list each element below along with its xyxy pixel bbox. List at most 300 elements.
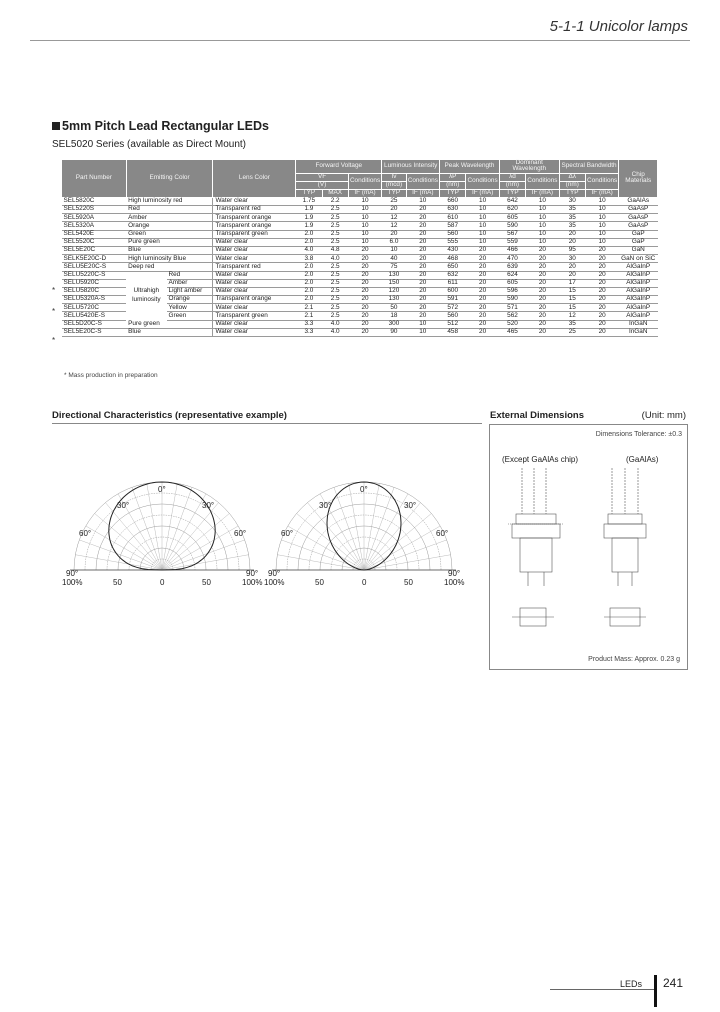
cell-iv-if: 20	[406, 296, 440, 304]
cell-dl: 20	[559, 271, 585, 279]
cell-lens-color: Water clear	[213, 197, 296, 205]
cell-part-number: SEL5420E	[62, 230, 127, 238]
th-dl-typ: TYP	[559, 189, 585, 197]
cell-lp: 650	[440, 263, 466, 271]
cell-chip: AlGaInP	[619, 279, 658, 287]
cell-dl-if: 20	[585, 320, 619, 328]
th-iv-unit: (mcd)	[382, 181, 406, 189]
th-ld-unit: (nm)	[499, 181, 525, 189]
cell-ld-if: 20	[526, 271, 560, 279]
cell-vf-if: 10	[348, 197, 382, 205]
cell-ld-if: 10	[526, 214, 560, 222]
cell-chip: AlGaInP	[619, 287, 658, 295]
cell-lp: 630	[440, 206, 466, 214]
table-row	[62, 263, 658, 271]
cell-ld-if: 10	[526, 230, 560, 238]
table-row	[62, 197, 658, 205]
cell-ld: 596	[499, 287, 525, 295]
cell-vf-max: 2.5	[322, 222, 348, 230]
cell-lp-if: 20	[466, 271, 500, 279]
cell-lens-color: Water clear	[213, 304, 296, 312]
scale-label: 50	[113, 578, 122, 587]
cell-iv-if: 20	[406, 238, 440, 246]
cell-vf-max: 2.5	[322, 279, 348, 287]
th-ld-conditions: Conditions	[526, 173, 560, 189]
polar-chart-right	[262, 470, 477, 590]
header-rule	[30, 40, 690, 41]
cell-chip: GaP	[619, 230, 658, 238]
cell-chip: AlGaInP	[619, 263, 658, 271]
cell-dl-if: 20	[585, 304, 619, 312]
cell-ld: 642	[499, 197, 525, 205]
cell-lp: 611	[440, 279, 466, 287]
th-lp-if: IF (mA)	[466, 189, 500, 197]
table-footnote: * Mass production in preparation	[64, 372, 158, 379]
cell-lp-if: 20	[466, 279, 500, 287]
cell-iv: 130	[382, 271, 406, 279]
footer-label: LEDs	[620, 979, 643, 989]
cell-vf-if: 20	[348, 320, 382, 328]
led-body-top-left	[516, 514, 556, 524]
cell-iv: 130	[382, 296, 406, 304]
cell-vf-max: 2.5	[322, 271, 348, 279]
cell-ld: 571	[499, 304, 525, 312]
cell-vf-if: 20	[348, 263, 382, 271]
cell-vf-max: 2.2	[322, 197, 348, 205]
cell-dl: 20	[559, 230, 585, 238]
cell-dl: 15	[559, 287, 585, 295]
section-title-text: 5mm Pitch Lead Rectangular LEDs	[62, 119, 270, 133]
cell-lens-color: Transparent red	[213, 206, 296, 214]
cell-iv-if: 20	[406, 279, 440, 287]
cell-dl-if: 20	[585, 255, 619, 263]
table-row	[62, 206, 658, 214]
th-spectral-bandwidth: Spectral Bandwidth	[559, 160, 619, 174]
cell-iv-if: 20	[406, 246, 440, 254]
cell-iv: 120	[382, 287, 406, 295]
cell-vf-typ: 2.0	[296, 263, 322, 271]
th-iv: Iv	[382, 173, 406, 181]
star-mark: *	[52, 336, 56, 345]
cell-part-number: SELU5220C-S	[62, 271, 127, 279]
cell-ld-if: 20	[526, 328, 560, 336]
th-dl-if: IF (mA)	[585, 189, 619, 197]
th-ld-if: IF (mA)	[526, 189, 560, 197]
dimension-tolerance: Dimensions Tolerance: ±0.3	[595, 431, 682, 438]
th-lp-typ: TYP	[440, 189, 466, 197]
cell-vf-typ: 2.1	[296, 304, 322, 312]
cell-dl: 35	[559, 206, 585, 214]
cell-lp: 468	[440, 255, 466, 263]
cell-vf-max: 4.8	[322, 246, 348, 254]
led-flange-left	[512, 524, 560, 538]
th-dl: Δλ	[559, 173, 585, 181]
spec-table-body	[62, 197, 658, 336]
cell-vf-typ: 4.0	[296, 246, 322, 254]
cell-vf-typ: 2.1	[296, 312, 322, 320]
th-chip-material: Chip Materials	[619, 160, 658, 198]
cell-dl: 95	[559, 246, 585, 254]
cell-iv: 75	[382, 263, 406, 271]
cell-ld: 639	[499, 263, 525, 271]
angle-label: 60°	[281, 529, 294, 538]
th-vf-if: IF (mA)	[348, 189, 382, 197]
angle-label: 90°	[448, 569, 461, 578]
cell-emitting-color: High luminosity red	[126, 197, 213, 205]
cell-dl: 20	[559, 238, 585, 246]
cell-vf-max: 2.5	[322, 206, 348, 214]
cell-vf-typ: 2.0	[296, 287, 322, 295]
cell-chip: GaAsP	[619, 206, 658, 214]
cell-lp-if: 20	[466, 255, 500, 263]
cell-vf-typ: 3.3	[296, 328, 322, 336]
cell-lp: 600	[440, 287, 466, 295]
scale-label: 50	[315, 578, 324, 587]
cell-iv: 6.0	[382, 238, 406, 246]
cell-emitting-color: Blue	[126, 328, 213, 336]
cell-ld-if: 20	[526, 312, 560, 320]
cell-dl: 15	[559, 304, 585, 312]
cell-vf-if: 20	[348, 279, 382, 287]
cell-iv: 12	[382, 222, 406, 230]
cell-emitting-color: Green	[126, 230, 213, 238]
cell-emitting-color: Orange	[126, 222, 213, 230]
cell-chip: GaN	[619, 246, 658, 254]
scale-label: 0	[160, 578, 165, 587]
cell-vf-if: 20	[348, 304, 382, 312]
cell-part-number: SELU5820C	[62, 287, 127, 295]
cell-lens-color: Transparent red	[213, 263, 296, 271]
cell-iv-if: 20	[406, 214, 440, 222]
cell-emitting-color: Deep red	[126, 263, 213, 271]
cell-ld: 620	[499, 206, 525, 214]
cell-part-number: SEL5D20C-S	[62, 320, 127, 328]
directional-title: Directional Characteristics (representative example)	[52, 410, 287, 421]
cell-dl-if: 10	[585, 214, 619, 222]
cell-iv: 18	[382, 312, 406, 320]
scale-label: 50	[404, 578, 413, 587]
cell-ld-if: 20	[526, 246, 560, 254]
cell-lp: 591	[440, 296, 466, 304]
cell-lp-if: 20	[466, 246, 500, 254]
cell-emitting-color: Red	[126, 206, 213, 214]
cell-iv-if: 10	[406, 197, 440, 205]
cell-iv-if: 20	[406, 222, 440, 230]
cell-lens-color: Transparent orange	[213, 296, 296, 304]
cell-part-number: SEL5520C	[62, 238, 127, 246]
cell-vf-if: 20	[348, 296, 382, 304]
th-lp: λP	[440, 173, 466, 181]
cell-vf-if: 10	[348, 222, 382, 230]
led-body-top-right	[608, 514, 642, 524]
cell-lp-if: 20	[466, 296, 500, 304]
th-iv-typ: TYP	[382, 189, 406, 197]
cell-dl: 30	[559, 255, 585, 263]
cell-chip: InGaN	[619, 328, 658, 336]
cell-vf-if: 20	[348, 271, 382, 279]
cell-lp: 430	[440, 246, 466, 254]
th-luminous-intensity: Luminous Intensity	[382, 160, 440, 174]
cell-lp: 587	[440, 222, 466, 230]
cell-iv: 20	[382, 206, 406, 214]
th-dominant-wavelength: Dominant Wavelength	[499, 160, 559, 174]
cell-lp: 632	[440, 271, 466, 279]
cell-lp: 572	[440, 304, 466, 312]
th-vf-conditions: Conditions	[348, 173, 382, 189]
cell-vf-typ: 2.0	[296, 271, 322, 279]
cell-dl-if: 10	[585, 230, 619, 238]
cell-vf-typ: 1.9	[296, 222, 322, 230]
cell-vf-if: 10	[348, 214, 382, 222]
cell-emitting-color: Pure green	[126, 320, 213, 328]
cell-ld: 605	[499, 279, 525, 287]
cell-lp-if: 10	[466, 222, 500, 230]
series-title: SEL5020 Series (available as Direct Mount)	[52, 139, 246, 150]
cell-vf-typ: 3.3	[296, 320, 322, 328]
angle-label: 30°	[202, 501, 215, 510]
cell-part-number: SEL5E20C	[62, 246, 127, 254]
footer-bar	[654, 975, 657, 1007]
cell-dl-if: 10	[585, 222, 619, 230]
angle-label: 0°	[158, 485, 166, 494]
cell-emitting-color: Pure green	[126, 238, 213, 246]
cell-iv: 300	[382, 320, 406, 328]
product-mass: Product Mass: Approx. 0.23 g	[588, 656, 680, 663]
cell-vf-if: 10	[348, 206, 382, 214]
angle-label: 30°	[117, 501, 130, 510]
cell-chip: GaAsP	[619, 222, 658, 230]
cell-iv: 12	[382, 214, 406, 222]
cell-ld: 465	[499, 328, 525, 336]
th-part-number: Part Number	[62, 160, 127, 198]
cell-chip: GaN on SiC	[619, 255, 658, 263]
cell-lens-color: Transparent orange	[213, 214, 296, 222]
th-ld: λd	[499, 173, 525, 181]
table-row	[62, 222, 658, 230]
th-iv-conditions: Conditions	[406, 173, 440, 189]
cell-ld-if: 10	[526, 238, 560, 246]
cell-emitting-color: Amber	[167, 279, 213, 287]
table-row	[62, 246, 658, 254]
th-lp-unit: (nm)	[440, 181, 466, 189]
table-row	[62, 238, 658, 246]
angle-label: 60°	[234, 529, 247, 538]
cell-chip: AlGaInP	[619, 312, 658, 320]
angle-label: 0°	[360, 485, 368, 494]
led-body-right	[612, 538, 638, 572]
cell-lp: 560	[440, 312, 466, 320]
cell-ld-if: 20	[526, 304, 560, 312]
cell-lp: 555	[440, 238, 466, 246]
cell-vf-if: 10	[348, 238, 382, 246]
cell-vf-typ: 2.0	[296, 279, 322, 287]
th-vf: VF	[296, 173, 349, 181]
cell-lens-color: Transparent green	[213, 230, 296, 238]
cell-dl: 30	[559, 197, 585, 205]
cell-ld: 624	[499, 271, 525, 279]
cell-vf-typ: 2.0	[296, 296, 322, 304]
cell-chip: GaAlAs	[619, 197, 658, 205]
th-forward-voltage: Forward Voltage	[296, 160, 382, 174]
cell-iv: 25	[382, 197, 406, 205]
cell-ld: 605	[499, 214, 525, 222]
drawing-caption-left: (Except GaAlAs chip)	[502, 455, 579, 464]
polar-chart-left	[60, 470, 275, 590]
cell-iv: 40	[382, 255, 406, 263]
cell-iv-if: 20	[406, 206, 440, 214]
cell-ld: 470	[499, 255, 525, 263]
led-flange-right	[604, 524, 646, 538]
cell-iv-if: 20	[406, 304, 440, 312]
cell-vf-max: 2.5	[322, 304, 348, 312]
cell-vf-if: 10	[348, 230, 382, 238]
square-bullet-icon	[52, 122, 60, 130]
angle-label: 60°	[436, 529, 449, 538]
scale-label: 50	[202, 578, 211, 587]
cell-iv-if: 20	[406, 287, 440, 295]
cell-vf-max: 2.5	[322, 263, 348, 271]
cell-vf-if: 20	[348, 312, 382, 320]
table-row	[62, 271, 658, 279]
table-row	[62, 320, 658, 328]
cell-lens-color: Water clear	[213, 271, 296, 279]
cell-dl: 12	[559, 312, 585, 320]
angle-label: 90°	[268, 569, 281, 578]
cell-dl-if: 20	[585, 312, 619, 320]
cell-lp: 512	[440, 320, 466, 328]
cell-ld: 567	[499, 230, 525, 238]
cell-iv-if: 20	[406, 255, 440, 263]
angle-label: 60°	[79, 529, 92, 538]
cell-dl-if: 20	[585, 287, 619, 295]
cell-lens-color: Water clear	[213, 255, 296, 263]
cell-lp-if: 20	[466, 263, 500, 271]
th-dl-conditions: Conditions	[585, 173, 619, 189]
th-lens-color: Lens Color	[213, 160, 296, 198]
scale-label: 100%	[242, 578, 263, 587]
th-peak-wavelength: Peak Wavelength	[440, 160, 500, 174]
cell-dl: 20	[559, 263, 585, 271]
cell-dl: 15	[559, 296, 585, 304]
table-row	[62, 255, 658, 263]
cell-lens-color: Water clear	[213, 320, 296, 328]
cell-lens-color: Water clear	[213, 328, 296, 336]
cell-lens-color: Water clear	[213, 238, 296, 246]
cell-emitting-color: Green	[167, 312, 213, 320]
cell-vf-typ: 2.0	[296, 230, 322, 238]
cell-part-number: SELU5E20C-S	[62, 263, 127, 271]
cell-lp-if: 20	[466, 320, 500, 328]
cell-dl-if: 10	[585, 206, 619, 214]
th-lp-conditions: Conditions	[466, 173, 500, 189]
cell-dl-if: 20	[585, 296, 619, 304]
cell-ld-if: 20	[526, 320, 560, 328]
cell-ld-if: 20	[526, 255, 560, 263]
cell-vf-if: 20	[348, 255, 382, 263]
angle-label: 30°	[319, 501, 332, 510]
cell-dl: 35	[559, 222, 585, 230]
cell-lens-color: Water clear	[213, 279, 296, 287]
cell-ld: 559	[499, 238, 525, 246]
cell-ld: 590	[499, 296, 525, 304]
cell-lp-if: 20	[466, 304, 500, 312]
star-mark: *	[52, 307, 56, 316]
cell-ld: 590	[499, 222, 525, 230]
cell-lens-color: Water clear	[213, 287, 296, 295]
cell-vf-max: 2.5	[322, 296, 348, 304]
table-row	[62, 230, 658, 238]
cell-ld-if: 10	[526, 197, 560, 205]
cell-vf-typ: 1.9	[296, 214, 322, 222]
external-dimensions-unit: (Unit: mm)	[641, 410, 686, 421]
cell-iv-if: 10	[406, 320, 440, 328]
cell-vf-if: 20	[348, 246, 382, 254]
cell-part-number: SEL5920A	[62, 214, 127, 222]
cell-lens-color: Transparent orange	[213, 222, 296, 230]
cell-emitting-color: Orange	[167, 296, 213, 304]
dimension-drawing	[500, 468, 680, 648]
cell-part-number: SELU5720C	[62, 304, 127, 312]
cell-vf-if: 20	[348, 328, 382, 336]
cell-part-number: SEL5E20C-S	[62, 328, 127, 336]
cell-vf-max: 2.5	[322, 238, 348, 246]
cell-dl-if: 10	[585, 197, 619, 205]
cell-lp-if: 10	[466, 230, 500, 238]
cell-part-number: SELK5E20C-D	[62, 255, 127, 263]
scale-label: 0	[362, 578, 367, 587]
cell-lp: 560	[440, 230, 466, 238]
cell-part-number: SEL5220S	[62, 206, 127, 214]
chapter-title: 5-1-1 Unicolor lamps	[549, 18, 688, 35]
cell-iv: 150	[382, 279, 406, 287]
cell-part-number: SEL5320A	[62, 222, 127, 230]
table-row	[62, 328, 658, 336]
cell-ld-if: 10	[526, 206, 560, 214]
led-body-left	[520, 538, 552, 572]
page-number: 241	[663, 976, 684, 990]
cell-lp-if: 20	[466, 312, 500, 320]
cell-chip: AlGaInP	[619, 296, 658, 304]
cell-lp: 458	[440, 328, 466, 336]
cell-part-number: SELU5320A-S	[62, 296, 127, 304]
angle-label: 90°	[246, 569, 259, 578]
cell-ld-if: 10	[526, 222, 560, 230]
th-vf-max: MAX	[322, 189, 348, 197]
cell-ld-if: 20	[526, 287, 560, 295]
cell-dl-if: 20	[585, 271, 619, 279]
section-title	[52, 119, 269, 133]
cell-lp-if: 10	[466, 238, 500, 246]
cell-iv-if: 10	[406, 328, 440, 336]
cell-vf-max: 2.5	[322, 312, 348, 320]
th-dl-unit: (nm)	[559, 181, 585, 189]
cell-ld-if: 20	[526, 263, 560, 271]
cell-vf-max: 2.5	[322, 287, 348, 295]
scale-label: 100%	[62, 578, 83, 587]
cell-group-label: Ultrahigh luminosity	[132, 287, 161, 303]
cell-emitting-color: Light amber	[167, 287, 213, 295]
cell-chip: InGaN	[619, 320, 658, 328]
th-vf-typ: TYP	[296, 189, 322, 197]
cell-part-number: SELU5420E-S	[62, 312, 127, 320]
th-vf-unit: (V)	[296, 181, 349, 189]
cell-lp-if: 10	[466, 206, 500, 214]
cell-lp-if: 10	[466, 197, 500, 205]
cell-lens-color: Water clear	[213, 246, 296, 254]
scale-label: 100%	[444, 578, 465, 587]
cell-iv-if: 20	[406, 271, 440, 279]
cell-dl-if: 20	[585, 263, 619, 271]
